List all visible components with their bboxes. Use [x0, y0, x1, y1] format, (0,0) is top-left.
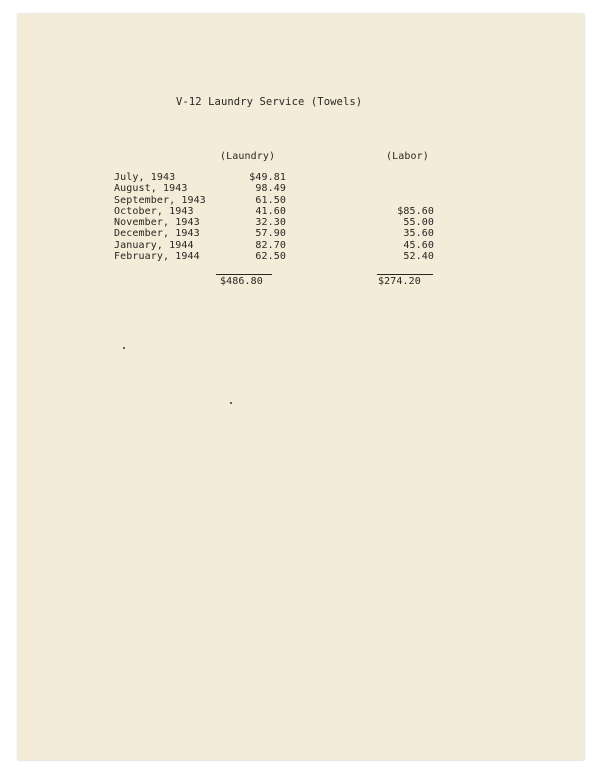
laundry-cell: 82.70	[255, 239, 286, 251]
month-cell: October, 1943	[114, 205, 194, 217]
table-row	[114, 217, 434, 228]
laundry-total: $486.80	[220, 276, 263, 287]
labor-cell: 45.60	[403, 239, 434, 251]
document-title: V-12 Laundry Service (Towels)	[176, 96, 363, 108]
laundry-cell: 57.90	[255, 228, 286, 240]
laundry-cell: 62.50	[255, 251, 286, 263]
laundry-cell: 41.60	[255, 205, 286, 217]
month-cell: September, 1943	[114, 194, 206, 206]
table-row	[114, 228, 434, 239]
table-row	[114, 183, 434, 194]
laundry-cell: 32.30	[255, 217, 286, 229]
table-row	[114, 195, 434, 206]
laundry-column-header: (Laundry)	[220, 151, 276, 162]
table-row	[114, 172, 434, 183]
month-cell: August, 1943	[114, 183, 188, 195]
table-row	[114, 251, 434, 262]
month-cell: December, 1943	[114, 228, 200, 240]
table-row	[114, 240, 434, 251]
labor-cell: $85.60	[397, 205, 434, 217]
labor-total-rule	[377, 274, 433, 275]
labor-total: $274.20	[378, 276, 421, 287]
labor-cell: 55.00	[403, 217, 434, 229]
laundry-cell: 61.50	[255, 194, 286, 206]
laundry-cell: $49.81	[249, 172, 286, 183]
labor-cell: 52.40	[403, 251, 434, 263]
paper-speck	[230, 402, 232, 404]
table-row	[114, 206, 434, 217]
cost-table	[114, 172, 434, 262]
month-cell: February, 1944	[114, 251, 200, 263]
laundry-cell: 98.49	[255, 183, 286, 195]
month-cell: November, 1943	[114, 217, 200, 229]
labor-cell: 35.60	[403, 228, 434, 240]
paper-speck	[123, 347, 125, 349]
laundry-total-rule	[216, 274, 272, 275]
month-cell: July, 1943	[114, 172, 176, 183]
labor-column-header: (Labor)	[386, 151, 429, 162]
month-cell: January, 1944	[114, 239, 194, 251]
document-page	[18, 14, 584, 760]
